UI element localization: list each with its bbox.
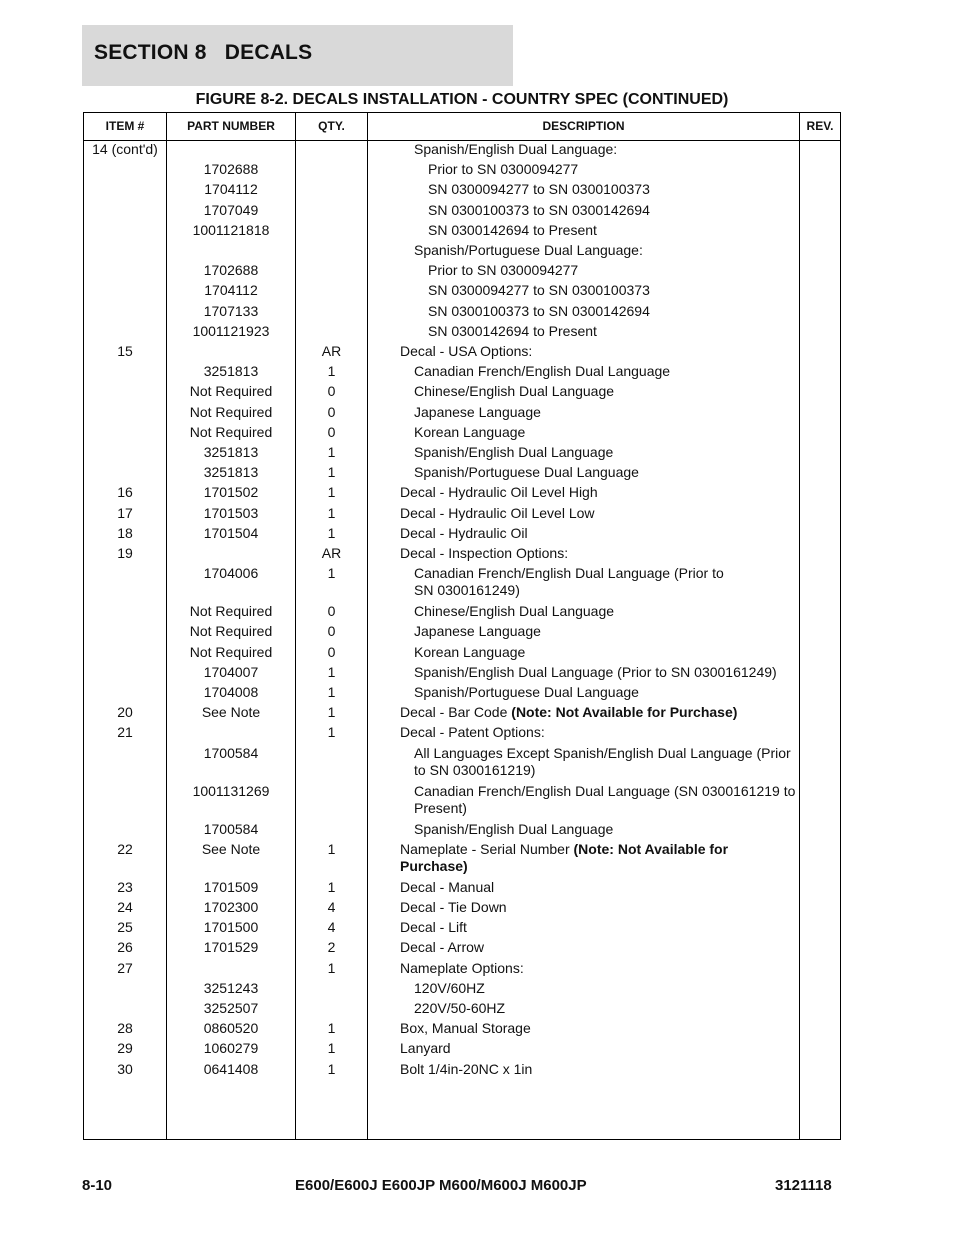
description <box>414 623 800 640</box>
part-number: Not Required <box>189 403 273 420</box>
quantity: 1 <box>327 565 336 582</box>
part-number: 3252507 <box>203 1000 259 1016</box>
description-text: Canadian French/English Dual Language (Prior to <box>414 565 724 582</box>
part-number: 1707133 <box>203 302 259 319</box>
item-number: 30 <box>117 1060 133 1077</box>
quantity: 4 <box>327 899 336 915</box>
quantity: 1 <box>327 444 336 460</box>
description-text: 120V/60HZ <box>414 979 485 996</box>
column-divider <box>367 113 368 1139</box>
figure-title: FIGURE 8-2. DECALS INSTALLATION - COUNTRY SPEC (CONTINUED) <box>195 91 729 108</box>
item-number: 19 <box>117 545 133 561</box>
description <box>400 879 800 896</box>
part-number: See Note <box>201 704 261 721</box>
description <box>400 724 800 741</box>
item-number: 28 <box>117 1020 133 1037</box>
part-number: 1704008 <box>203 684 259 700</box>
description-text: Nameplate Options: <box>400 959 524 976</box>
description-text: Korean Language <box>414 423 526 440</box>
part-number: 1700584 <box>203 744 259 761</box>
description <box>428 222 800 239</box>
part-number: 1060279 <box>203 1040 259 1057</box>
quantity: 0 <box>327 403 336 420</box>
quantity: 1 <box>327 724 336 741</box>
description <box>428 323 800 340</box>
description <box>428 303 800 320</box>
part-number: 1701509 <box>203 878 259 895</box>
description-text: Chinese/English Dual Language <box>414 383 615 400</box>
item-number: 21 <box>117 724 133 741</box>
page-number: 8-10 <box>82 1177 113 1194</box>
description-text: Spanish/English Dual Language <box>414 820 614 837</box>
description <box>414 383 800 400</box>
description-text: Spanish/Portuguese Dual Language: <box>414 242 643 258</box>
item-number: 17 <box>117 504 133 521</box>
description-text: SN 0300142694 to Present <box>428 322 597 339</box>
description <box>414 424 800 441</box>
part-number: 1701503 <box>203 504 259 521</box>
description-text: Lanyard <box>400 1040 451 1057</box>
description <box>400 1040 800 1057</box>
description <box>400 919 800 936</box>
item-number: 16 <box>117 484 133 501</box>
description <box>400 960 800 977</box>
part-number: 1701500 <box>203 919 259 936</box>
description-text: Nameplate - Serial Number <box>400 840 574 857</box>
description-text: Decal - Inspection Options: <box>400 545 569 561</box>
part-number: Not Required <box>189 623 273 640</box>
item-number: 15 <box>117 343 133 359</box>
description <box>414 444 800 461</box>
quantity: 1 <box>327 684 336 700</box>
description-text: Spanish/Portuguese Dual Language <box>414 464 639 481</box>
description <box>414 603 800 620</box>
part-number: 0641408 <box>203 1060 259 1077</box>
item-number: 29 <box>117 1040 133 1057</box>
item-number: 22 <box>117 840 133 857</box>
description <box>414 565 800 599</box>
description-text: Box, Manual Storage <box>400 1020 531 1037</box>
description-text: Spanish/Portuguese Dual Language <box>414 684 639 700</box>
description-note-continued: Purchase) <box>400 857 468 874</box>
description-text-continued: Present) <box>414 799 467 816</box>
description <box>414 684 800 701</box>
description-text-continued: SN 0300161249) <box>414 582 520 599</box>
header-qty: QTY. <box>318 119 345 133</box>
description <box>428 161 800 178</box>
item-number: 25 <box>117 919 133 936</box>
description <box>400 1061 800 1078</box>
description-text: Decal - Lift <box>400 919 467 936</box>
part-number: Not Required <box>189 383 273 400</box>
quantity: 1 <box>327 524 336 541</box>
description-text: SN 0300094277 to SN 0300100373 <box>428 282 650 299</box>
description-note: (Note: Not Available for Purchase) <box>511 704 738 721</box>
description <box>414 363 800 380</box>
description-text: Japanese Language <box>414 623 541 640</box>
part-number: 1701529 <box>203 939 259 956</box>
part-number: See Note <box>201 840 261 857</box>
header-part-number: PART NUMBER <box>187 119 275 133</box>
model-list: E600/E600J E600JP M600/M600J M600JP <box>295 1177 587 1194</box>
quantity: 1 <box>327 1020 336 1037</box>
part-number: 3251243 <box>203 979 259 996</box>
part-number: 3251813 <box>203 444 259 460</box>
description-text: SN 0300100373 to SN 0300142694 <box>428 302 650 319</box>
quantity: 1 <box>327 1040 336 1057</box>
description <box>414 980 800 997</box>
quantity: 1 <box>327 704 336 721</box>
quantity: 1 <box>327 663 336 680</box>
part-number: 1707049 <box>203 201 259 218</box>
quantity: 0 <box>327 643 336 660</box>
part-number: 3251813 <box>203 363 259 380</box>
part-number: 1701502 <box>203 484 259 501</box>
description-text: Canadian French/English Dual Language <box>414 363 671 380</box>
description-text: Decal - Bar Code <box>400 704 512 721</box>
quantity: AR <box>321 343 342 359</box>
quantity: 0 <box>327 603 336 620</box>
description-text: Decal - Hydraulic Oil Level Low <box>400 504 595 521</box>
description <box>400 505 800 522</box>
description <box>428 202 800 219</box>
quantity: 1 <box>327 464 336 481</box>
part-number: 1702688 <box>203 161 259 178</box>
header-item: ITEM # <box>105 119 145 133</box>
quantity: 1 <box>327 504 336 521</box>
quantity: 0 <box>327 383 336 400</box>
description <box>414 242 800 259</box>
parts-table <box>83 112 841 1140</box>
description <box>400 939 800 956</box>
quantity: AR <box>321 545 342 561</box>
description-text: Decal - Hydraulic Oil <box>400 524 528 541</box>
part-number: 1702688 <box>203 262 259 279</box>
part-number: 1001131269 <box>192 782 270 799</box>
quantity: 1 <box>327 484 336 501</box>
description-text: Spanish/English Dual Language: <box>414 141 618 157</box>
description-text: Canadian French/English Dual Language (SN 0300161219 to <box>414 782 796 799</box>
section-header-bar <box>82 25 513 86</box>
description <box>400 525 800 542</box>
part-number: 1001121818 <box>192 221 270 238</box>
description-text: Decal - Manual <box>400 878 495 895</box>
part-number: 1704112 <box>204 181 258 198</box>
description <box>400 704 800 721</box>
part-number: Not Required <box>189 603 273 620</box>
description <box>400 1020 800 1037</box>
header-rev: REV. <box>806 119 834 133</box>
description <box>414 141 800 158</box>
description-text: Spanish/English Dual Language <box>414 444 614 460</box>
section-title: SECTION 8 DECALS <box>94 41 313 64</box>
description <box>400 484 800 501</box>
item-number: 27 <box>117 959 133 976</box>
description <box>414 644 800 661</box>
description <box>414 783 800 817</box>
quantity: 0 <box>327 423 336 440</box>
quantity: 1 <box>327 363 336 380</box>
description <box>414 1000 800 1017</box>
quantity: 4 <box>327 919 336 936</box>
quantity: 0 <box>327 623 336 640</box>
quantity: 2 <box>327 939 336 956</box>
item-number: 20 <box>117 704 133 721</box>
description-text: Chinese/English Dual Language <box>414 603 615 620</box>
part-number: 1700584 <box>203 820 259 837</box>
description-text: All Languages Except Spanish/English Dual Language (Prior <box>414 744 791 761</box>
description-text: Prior to SN 0300094277 <box>428 262 579 279</box>
part-number: 0860520 <box>203 1020 259 1037</box>
part-number: 1701504 <box>203 524 259 541</box>
description-text: Decal - Hydraulic Oil Level High <box>400 484 598 501</box>
description-text: Decal - Arrow <box>400 939 485 956</box>
description <box>414 404 800 421</box>
document-number: 3121118 <box>775 1177 832 1194</box>
part-number: 3251813 <box>203 464 259 481</box>
description-text: Korean Language <box>414 643 526 660</box>
description <box>400 899 800 916</box>
description <box>400 343 800 360</box>
description-text: Decal - Patent Options: <box>400 724 545 741</box>
quantity: 1 <box>327 959 336 976</box>
quantity: 1 <box>327 878 336 895</box>
item-number: 26 <box>117 939 133 956</box>
item-number: 18 <box>117 524 133 541</box>
part-number: 1704007 <box>203 663 259 680</box>
part-number: Not Required <box>189 423 273 440</box>
item-number: 14 (cont'd) <box>92 141 158 157</box>
description-text: 220V/50-60HZ <box>414 1000 506 1016</box>
description <box>414 745 800 779</box>
description <box>414 821 800 838</box>
description-text: Spanish/English Dual Language (Prior to SN 0300161249) <box>414 663 777 680</box>
description-text: SN 0300100373 to SN 0300142694 <box>428 201 650 218</box>
description-text: SN 0300142694 to Present <box>428 221 597 238</box>
part-number: 1704006 <box>203 565 259 582</box>
description <box>400 545 800 562</box>
description-text: Japanese Language <box>414 403 541 420</box>
description-text: SN 0300094277 to SN 0300100373 <box>428 181 650 198</box>
header-description: DESCRIPTION <box>542 119 625 133</box>
description <box>428 262 800 279</box>
description-text: Bolt 1/4in-20NC x 1in <box>400 1060 533 1077</box>
description <box>400 841 800 875</box>
quantity: 1 <box>327 1060 336 1077</box>
description-text-continued: to SN 0300161219) <box>414 761 536 778</box>
part-number: 1001121923 <box>192 322 270 339</box>
description-note: (Note: Not Available for <box>573 840 729 857</box>
item-number: 23 <box>117 878 133 895</box>
description-text: Prior to SN 0300094277 <box>428 161 579 178</box>
description-text: Decal - Tie Down <box>400 899 507 915</box>
description <box>428 181 800 198</box>
description <box>414 664 800 681</box>
description <box>428 282 800 299</box>
description <box>414 464 800 481</box>
quantity: 1 <box>327 840 336 857</box>
part-number: Not Required <box>189 643 273 660</box>
description-text: Decal - USA Options: <box>400 343 533 359</box>
part-number: 1704112 <box>204 282 258 299</box>
item-number: 24 <box>117 899 133 915</box>
part-number: 1702300 <box>203 899 259 915</box>
